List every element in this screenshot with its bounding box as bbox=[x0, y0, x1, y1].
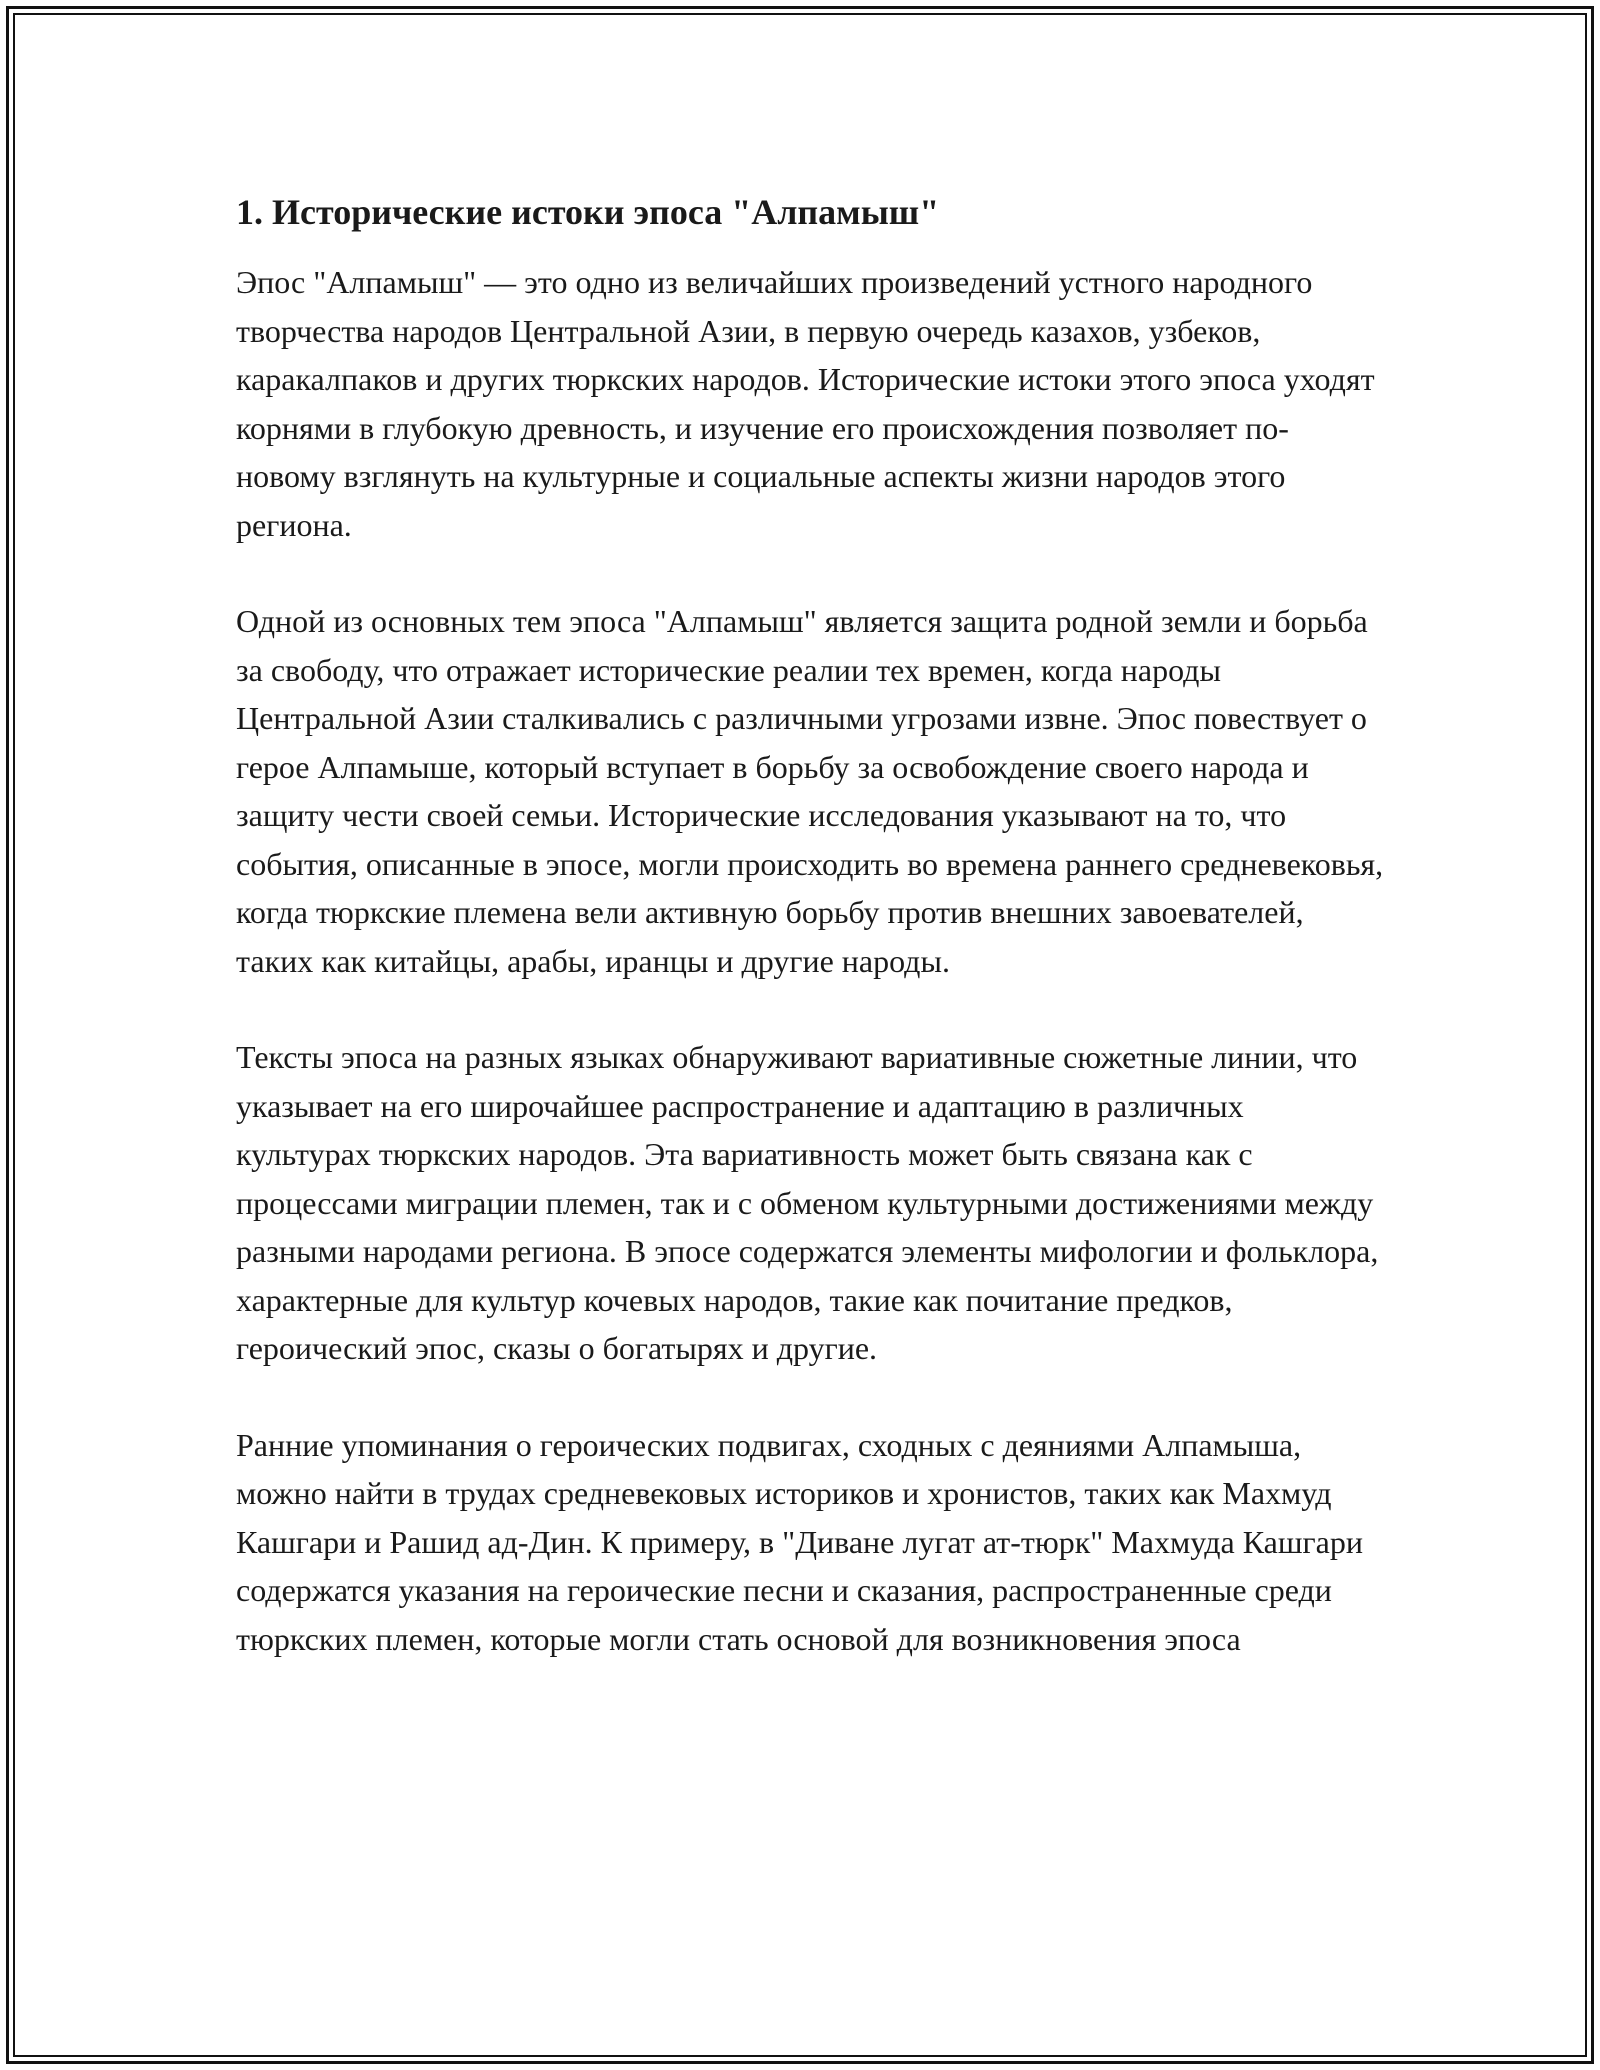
paragraph-4: Ранние упоминания о героических подвигах, сходных с деяниями Алпамыша, можно найти в трудах средневековых историков и хронистов, таких как Махмуд Кашгари и Рашид ад-Дин. К примеру, в "Диване лугат ат-тюрк" Махмуда Кашгари содержатся указания на героические песни и сказания, распространенные среди тюркских племен, которые могли стать основой для возникновения эпоса bbox=[236, 1426, 1363, 1657]
paragraph-1: Эпос "Алпамыш" — это одно из величайших произведений устного народного творчества народов Центральной Азии, в первую очередь казахов, узбеков, каракалпаков и других тюркских народов. Исторические истоки этого эпоса уходят корнями в глубокую древность, и изучение его происхождения позволяет по-новому взглянуть на культурные и социальные аспекты жизни народов этого региона. bbox=[236, 264, 1375, 543]
paragraph-2: Одной из основных тем эпоса "Алпамыш" является защита родной земли и борьба за свободу, что отражает исторические реалии тех времен, когда народы Центральной Азии сталкивались с различными угрозами извне. Эпос повествует о герое Алпамыше, который вступает в борьбу за освобождение своего народа и защиту чести своей семьи. Исторические исследования указывают на то, что события, описанные в эпосе, могли происходить во времена раннего средневековья, когда тюркские племена вели активную борьбу против внешних завоевателей, таких как китайцы, арабы, иранцы и другие народы. bbox=[236, 603, 1384, 979]
paragraph-3: Тексты эпоса на разных языках обнаруживают вариативные сюжетные линии, что указывает на его широчайшее распространение и адаптацию в различных культурах тюркских народов. Эта вариативность может быть связана как с процессами миграции племен, так и с обменом культурными достижениями между разными народами региона. В эпосе содержатся элементы мифологии и фольклора, характерные для культур кочевых народов, такие как почитание предков, героический эпос, сказы о богатырях и другие. bbox=[236, 1039, 1379, 1366]
document-body bbox=[236, 186, 1386, 1663]
section-heading: 1. Исторические истоки эпоса "Алпамыш" bbox=[236, 192, 940, 232]
